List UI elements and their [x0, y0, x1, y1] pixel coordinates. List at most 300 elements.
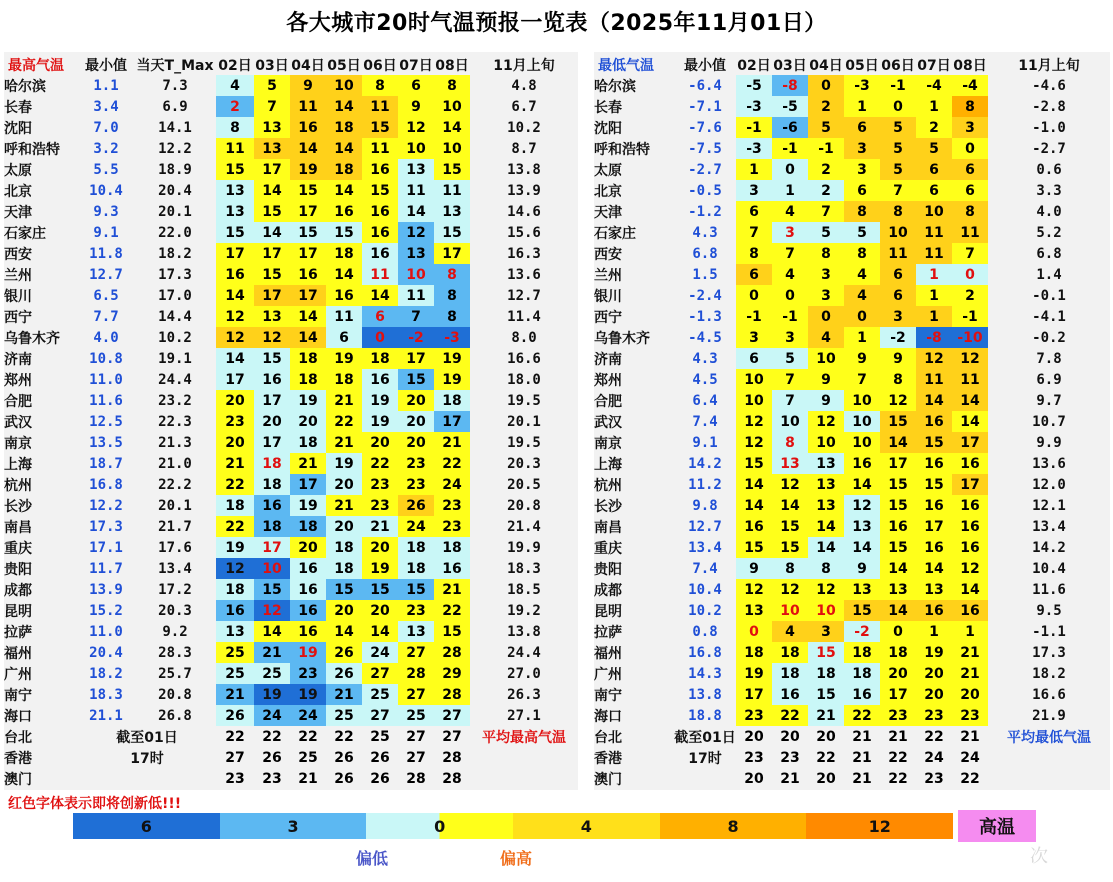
- forecast-cell: 18: [326, 369, 362, 390]
- city-name: 西宁: [594, 309, 622, 326]
- forecast-cell: 9: [844, 348, 880, 369]
- forecast-cell: -3: [434, 327, 470, 348]
- table-row: [594, 264, 1110, 285]
- forecast-cell: 11: [398, 180, 434, 201]
- forecast-cell: 23: [736, 705, 772, 726]
- forecast-cell: 21: [852, 770, 872, 787]
- forecast-cell: 21: [362, 516, 398, 537]
- forecast-cell: 8: [434, 264, 470, 285]
- table-row: [594, 138, 1110, 159]
- forecast-cell: 17: [434, 243, 470, 264]
- table-row: [594, 705, 1110, 726]
- forecast-cell: 14: [216, 285, 254, 306]
- min-temp-table: [594, 54, 1110, 789]
- min-value: -7.6: [688, 119, 722, 136]
- decade-average: -2.8: [1032, 98, 1066, 115]
- forecast-cell: 14: [952, 390, 988, 411]
- forecast-cell: 10: [808, 600, 844, 621]
- average-label: [988, 768, 1110, 789]
- max-temp-table: [4, 54, 578, 789]
- city-name: 济南: [594, 351, 622, 368]
- min-value: 9.8: [692, 497, 718, 514]
- forecast-cell: 7: [772, 390, 808, 411]
- left-header-2: 当天T_Max: [136, 57, 214, 74]
- forecast-cell: 23: [362, 474, 398, 495]
- forecast-cell: 16: [216, 600, 254, 621]
- forecast-cell: 16: [736, 516, 772, 537]
- forecast-cell: 18: [290, 516, 326, 537]
- forecast-cell: 21: [888, 728, 908, 745]
- forecast-cell: 1: [916, 285, 952, 306]
- forecast-cell: 13: [398, 243, 434, 264]
- forecast-cell: 17: [290, 243, 326, 264]
- decade-average: 8.0: [511, 329, 537, 346]
- decade-average: 24.4: [507, 644, 541, 661]
- forecast-cell: 2: [952, 285, 988, 306]
- forecast-cell: 17: [290, 285, 326, 306]
- forecast-cell: 12: [808, 579, 844, 600]
- forecast-cell: 20: [780, 728, 800, 745]
- city-name: 香港: [594, 750, 622, 767]
- forecast-cell: 16: [254, 495, 290, 516]
- forecast-cell: 18: [326, 537, 362, 558]
- current-max: 24.4: [158, 371, 192, 388]
- city-name: 郑州: [594, 372, 622, 389]
- table-row: [594, 600, 1110, 621]
- min-value: 5.5: [93, 161, 119, 178]
- forecast-cell: 19: [290, 390, 326, 411]
- current-max: 7.3: [162, 77, 188, 94]
- forecast-cell: 6: [880, 264, 916, 285]
- forecast-cell: 5: [254, 75, 290, 96]
- forecast-cell: 16: [362, 369, 398, 390]
- city-name: 重庆: [4, 540, 32, 557]
- legend-high-caption: 偏高: [500, 849, 533, 868]
- forecast-cell: 15: [916, 474, 952, 495]
- decade-average: 13.9: [507, 182, 541, 199]
- forecast-cell: 22: [362, 453, 398, 474]
- forecast-cell: -2: [398, 327, 434, 348]
- decade-average: 3.3: [1036, 182, 1062, 199]
- city-name: 南京: [594, 435, 622, 452]
- forecast-cell: 15: [254, 348, 290, 369]
- forecast-cell: 21: [952, 642, 988, 663]
- forecast-cell: 17: [952, 474, 988, 495]
- forecast-cell: 18: [290, 369, 326, 390]
- right-header-row: [594, 54, 1110, 75]
- forecast-cell: 16: [362, 159, 398, 180]
- forecast-cell: 18: [736, 642, 772, 663]
- city-name: 海口: [4, 708, 32, 725]
- forecast-cell: 21: [852, 749, 872, 766]
- forecast-cell: 21: [808, 705, 844, 726]
- decade-average: 6.7: [511, 98, 537, 115]
- extra-row: [594, 768, 1110, 789]
- decade-average: 8.7: [511, 140, 537, 157]
- forecast-cell: 11: [326, 306, 362, 327]
- forecast-cell: 18: [808, 663, 844, 684]
- forecast-cell: 13: [254, 117, 290, 138]
- forecast-cell: 13: [808, 495, 844, 516]
- forecast-cell: 0: [952, 264, 988, 285]
- forecast-cell: 22: [298, 728, 318, 745]
- forecast-cell: 24: [924, 749, 944, 766]
- decade-average: 4.8: [511, 77, 537, 94]
- forecast-cell: 1: [916, 621, 952, 642]
- current-max: 25.7: [158, 665, 192, 682]
- legend-low-caption: 偏低: [356, 849, 389, 868]
- min-value: 20.4: [89, 644, 123, 661]
- forecast-cell: 21: [254, 642, 290, 663]
- forecast-cell: 11: [362, 138, 398, 159]
- forecast-cell: 23: [924, 770, 944, 787]
- forecast-cell: 12: [772, 579, 808, 600]
- decade-average: 13.6: [507, 266, 541, 283]
- forecast-cell: 14: [326, 621, 362, 642]
- forecast-cell: 10: [736, 390, 772, 411]
- decade-average: 4.0: [1036, 203, 1062, 220]
- city-name: 银川: [4, 288, 32, 305]
- min-value: 3.2: [93, 140, 119, 157]
- forecast-cell: 0: [736, 621, 772, 642]
- forecast-cell: 14: [880, 600, 916, 621]
- decade-average: 18.3: [507, 560, 541, 577]
- min-value: 18.7: [89, 455, 123, 472]
- forecast-cell: 8: [844, 243, 880, 264]
- decade-average: 20.3: [507, 455, 541, 472]
- forecast-cell: 16: [772, 684, 808, 705]
- forecast-cell: 17: [254, 390, 290, 411]
- forecast-cell: 8: [844, 201, 880, 222]
- forecast-cell: 11: [362, 264, 398, 285]
- decade-average: -2.7: [1032, 140, 1066, 157]
- min-value: 7.7: [93, 308, 119, 325]
- current-max: 17.2: [158, 581, 192, 598]
- min-value: 3.4: [93, 98, 119, 115]
- forecast-cell: 1: [916, 306, 952, 327]
- forecast-cell: 21: [326, 495, 362, 516]
- forecast-cell: 0: [772, 285, 808, 306]
- forecast-cell: -1: [808, 138, 844, 159]
- min-value: 11.0: [89, 623, 123, 640]
- legend-seg-zero: 0: [366, 813, 513, 839]
- right-header-5: 05日: [845, 57, 879, 74]
- current-max: 14.4: [158, 308, 192, 325]
- forecast-cell: 28: [398, 663, 434, 684]
- forecast-cell: 17: [880, 684, 916, 705]
- forecast-cell: 20: [290, 537, 326, 558]
- forecast-cell: 16: [952, 495, 988, 516]
- city-name: 香港: [4, 750, 32, 767]
- table-row: [594, 516, 1110, 537]
- min-value: 9.3: [93, 203, 119, 220]
- decade-average: 12.1: [1032, 497, 1066, 514]
- forecast-cell: 6: [362, 306, 398, 327]
- table-row: [4, 579, 578, 600]
- forecast-cell: 21: [326, 432, 362, 453]
- right-header-8: 08日: [953, 57, 987, 74]
- forecast-cell: 12: [844, 495, 880, 516]
- min-value: 6.8: [692, 245, 718, 262]
- forecast-cell: 11: [362, 96, 398, 117]
- forecast-cell: 22: [434, 600, 470, 621]
- forecast-cell: 2: [808, 180, 844, 201]
- legend-seg-cold6: 6: [73, 813, 220, 839]
- forecast-cell: 25: [254, 663, 290, 684]
- table-row: [594, 96, 1110, 117]
- forecast-cell: 12: [254, 327, 290, 348]
- forecast-cell: 4: [772, 621, 808, 642]
- forecast-cell: 18: [290, 348, 326, 369]
- forecast-cell: 2: [808, 96, 844, 117]
- forecast-cell: 14: [326, 180, 362, 201]
- forecast-cell: 19: [362, 390, 398, 411]
- table-row: [594, 474, 1110, 495]
- min-value: 0.8: [692, 623, 718, 640]
- forecast-cell: 15: [880, 411, 916, 432]
- forecast-cell: 7: [772, 243, 808, 264]
- forecast-cell: 10: [398, 264, 434, 285]
- city-name: 上海: [594, 456, 622, 473]
- forecast-cell: 17: [254, 285, 290, 306]
- forecast-cell: 11: [952, 369, 988, 390]
- forecast-cell: -1: [736, 306, 772, 327]
- min-value: 12.7: [688, 518, 722, 535]
- forecast-cell: 27: [406, 749, 426, 766]
- forecast-cell: 11: [398, 285, 434, 306]
- forecast-cell: 23: [916, 705, 952, 726]
- city-name: 长春: [594, 99, 622, 116]
- table-row: [4, 495, 578, 516]
- average-label: 平均最高气温: [482, 729, 566, 746]
- forecast-cell: 18: [216, 579, 254, 600]
- decade-average: 11.6: [1032, 581, 1066, 598]
- forecast-cell: 16: [916, 600, 952, 621]
- table-row: [594, 369, 1110, 390]
- forecast-cell: 15: [736, 537, 772, 558]
- min-value: 16.8: [688, 644, 722, 661]
- forecast-cell: 20: [326, 516, 362, 537]
- forecast-cell: -5: [772, 96, 808, 117]
- city-name: 乌鲁木齐: [4, 330, 60, 347]
- forecast-cell: 10: [844, 390, 880, 411]
- city-name: 长春: [4, 99, 32, 116]
- decade-average: 20.1: [507, 413, 541, 430]
- min-value: 6.4: [692, 392, 718, 409]
- min-value: 9.1: [692, 434, 718, 451]
- city-name: 台北: [4, 729, 32, 746]
- city-name: 成都: [4, 582, 32, 599]
- forecast-cell: 7: [808, 201, 844, 222]
- min-value: -4.5: [688, 329, 722, 346]
- forecast-cell: 26: [326, 663, 362, 684]
- table-row: [594, 159, 1110, 180]
- forecast-cell: 13: [880, 579, 916, 600]
- forecast-cell: 16: [254, 369, 290, 390]
- forecast-cell: 22: [888, 749, 908, 766]
- forecast-cell: 22: [326, 411, 362, 432]
- city-name: 昆明: [594, 603, 622, 620]
- forecast-cell: 23: [398, 474, 434, 495]
- forecast-cell: 20: [216, 432, 254, 453]
- forecast-cell: 14: [952, 579, 988, 600]
- forecast-cell: 27: [442, 728, 462, 745]
- table-row: [4, 432, 578, 453]
- forecast-cell: 10: [736, 369, 772, 390]
- min-value: 21.1: [89, 707, 123, 724]
- city-name: 长沙: [594, 498, 622, 515]
- forecast-cell: 5: [880, 138, 916, 159]
- forecast-cell: 18: [326, 117, 362, 138]
- min-value: 10.4: [688, 581, 722, 598]
- forecast-cell: 17: [254, 432, 290, 453]
- forecast-cell: 26: [216, 705, 254, 726]
- forecast-cell: 15: [326, 579, 362, 600]
- forecast-cell: 11: [880, 243, 916, 264]
- decade-average: 12.0: [1032, 476, 1066, 493]
- forecast-cell: 16: [952, 537, 988, 558]
- forecast-cell: 20: [744, 770, 764, 787]
- city-name: 拉萨: [594, 624, 622, 641]
- forecast-cell: 10: [398, 138, 434, 159]
- forecast-cell: 17: [254, 243, 290, 264]
- forecast-cell: -1: [772, 138, 808, 159]
- forecast-cell: -4: [952, 75, 988, 96]
- decade-average: 12.7: [507, 287, 541, 304]
- forecast-cell: 6: [844, 180, 880, 201]
- table-row: [594, 684, 1110, 705]
- decade-average: -1.1: [1032, 623, 1066, 640]
- forecast-cell: 0: [772, 159, 808, 180]
- city-name: 重庆: [594, 540, 622, 557]
- update-note: 截至01日: [674, 729, 736, 746]
- city-name: 福州: [4, 645, 32, 662]
- extra-row: [594, 726, 1110, 747]
- record-note: 红色字体表示即将创新低!!!: [8, 796, 182, 812]
- forecast-cell: 28: [442, 770, 462, 787]
- forecast-cell: 21: [298, 770, 318, 787]
- forecast-cell: -4: [916, 75, 952, 96]
- forecast-cell: 20: [326, 474, 362, 495]
- forecast-cell: 8: [880, 201, 916, 222]
- current-max: 12.2: [158, 140, 192, 157]
- table-row: [594, 348, 1110, 369]
- min-value: -1.2: [688, 203, 722, 220]
- forecast-cell: 13: [808, 453, 844, 474]
- current-max: 13.4: [158, 560, 192, 577]
- forecast-cell: 7: [880, 180, 916, 201]
- forecast-cell: 15: [434, 621, 470, 642]
- forecast-cell: 19: [916, 642, 952, 663]
- forecast-cell: 16: [844, 684, 880, 705]
- forecast-cell: 4: [772, 201, 808, 222]
- forecast-cell: 14: [290, 306, 326, 327]
- current-max: 22.2: [158, 476, 192, 493]
- forecast-cell: 12: [772, 474, 808, 495]
- table-row: [4, 243, 578, 264]
- forecast-cell: 8: [952, 201, 988, 222]
- forecast-cell: 12: [736, 432, 772, 453]
- forecast-cell: 14: [736, 495, 772, 516]
- forecast-cell: 25: [370, 728, 390, 745]
- forecast-cell: 25: [216, 663, 254, 684]
- min-value: 4.5: [692, 371, 718, 388]
- decade-average: 6.9: [1036, 371, 1062, 388]
- forecast-cell: 21: [326, 390, 362, 411]
- decade-average: 19.2: [507, 602, 541, 619]
- decade-average: 20.5: [507, 476, 541, 493]
- left-header-8: 07日: [399, 57, 433, 74]
- forecast-cell: 22: [216, 516, 254, 537]
- forecast-cell: 16: [880, 516, 916, 537]
- forecast-cell: 12: [808, 411, 844, 432]
- min-value: 13.9: [89, 581, 123, 598]
- forecast-cell: 13: [398, 159, 434, 180]
- forecast-cell: 28: [442, 749, 462, 766]
- current-max: 21.0: [158, 455, 192, 472]
- city-name: 哈尔滨: [4, 78, 46, 95]
- forecast-cell: 10: [808, 432, 844, 453]
- forecast-cell: 11: [434, 180, 470, 201]
- forecast-cell: 13: [844, 579, 880, 600]
- average-label: [988, 747, 1110, 768]
- table-row: [4, 558, 578, 579]
- current-max: 6.9: [162, 98, 188, 115]
- forecast-cell: 18: [398, 537, 434, 558]
- forecast-cell: 10: [808, 348, 844, 369]
- left-header-row: [4, 54, 578, 75]
- forecast-cell: 23: [362, 495, 398, 516]
- forecast-cell: -6: [772, 117, 808, 138]
- forecast-cell: 24: [362, 642, 398, 663]
- forecast-cell: 21: [290, 453, 326, 474]
- forecast-cell: 18: [326, 243, 362, 264]
- current-max: 21.3: [158, 434, 192, 451]
- forecast-cell: 20: [216, 390, 254, 411]
- current-max: 17.3: [158, 266, 192, 283]
- forecast-cell: 6: [326, 327, 362, 348]
- forecast-cell: 19: [290, 159, 326, 180]
- city-name: 南昌: [594, 519, 622, 536]
- forecast-cell: 17: [254, 537, 290, 558]
- forecast-cell: 5: [880, 159, 916, 180]
- forecast-cell: 16: [916, 453, 952, 474]
- decade-average: 16.3: [507, 245, 541, 262]
- forecast-cell: 14: [254, 222, 290, 243]
- forecast-cell: 14: [736, 474, 772, 495]
- forecast-cell: 20: [290, 411, 326, 432]
- forecast-cell: 21: [952, 663, 988, 684]
- forecast-cell: 14: [434, 117, 470, 138]
- forecast-cell: 0: [808, 75, 844, 96]
- min-value: 11.7: [89, 560, 123, 577]
- forecast-cell: 3: [880, 306, 916, 327]
- forecast-cell: 18: [772, 663, 808, 684]
- forecast-cell: 6: [398, 75, 434, 96]
- min-value: 14.2: [688, 455, 722, 472]
- current-max: 20.8: [158, 686, 192, 703]
- left-header-1: 最小值: [85, 57, 127, 74]
- extra-row: [4, 747, 578, 768]
- table-row: [594, 558, 1110, 579]
- legend-hot: 高温: [958, 810, 1036, 842]
- current-max: 26.8: [158, 707, 192, 724]
- forecast-cell: 8: [772, 432, 808, 453]
- left-header-10: 11月上旬: [493, 57, 555, 74]
- forecast-cell: 3: [844, 159, 880, 180]
- forecast-cell: 23: [225, 770, 245, 787]
- decade-average: 18.2: [1032, 665, 1066, 682]
